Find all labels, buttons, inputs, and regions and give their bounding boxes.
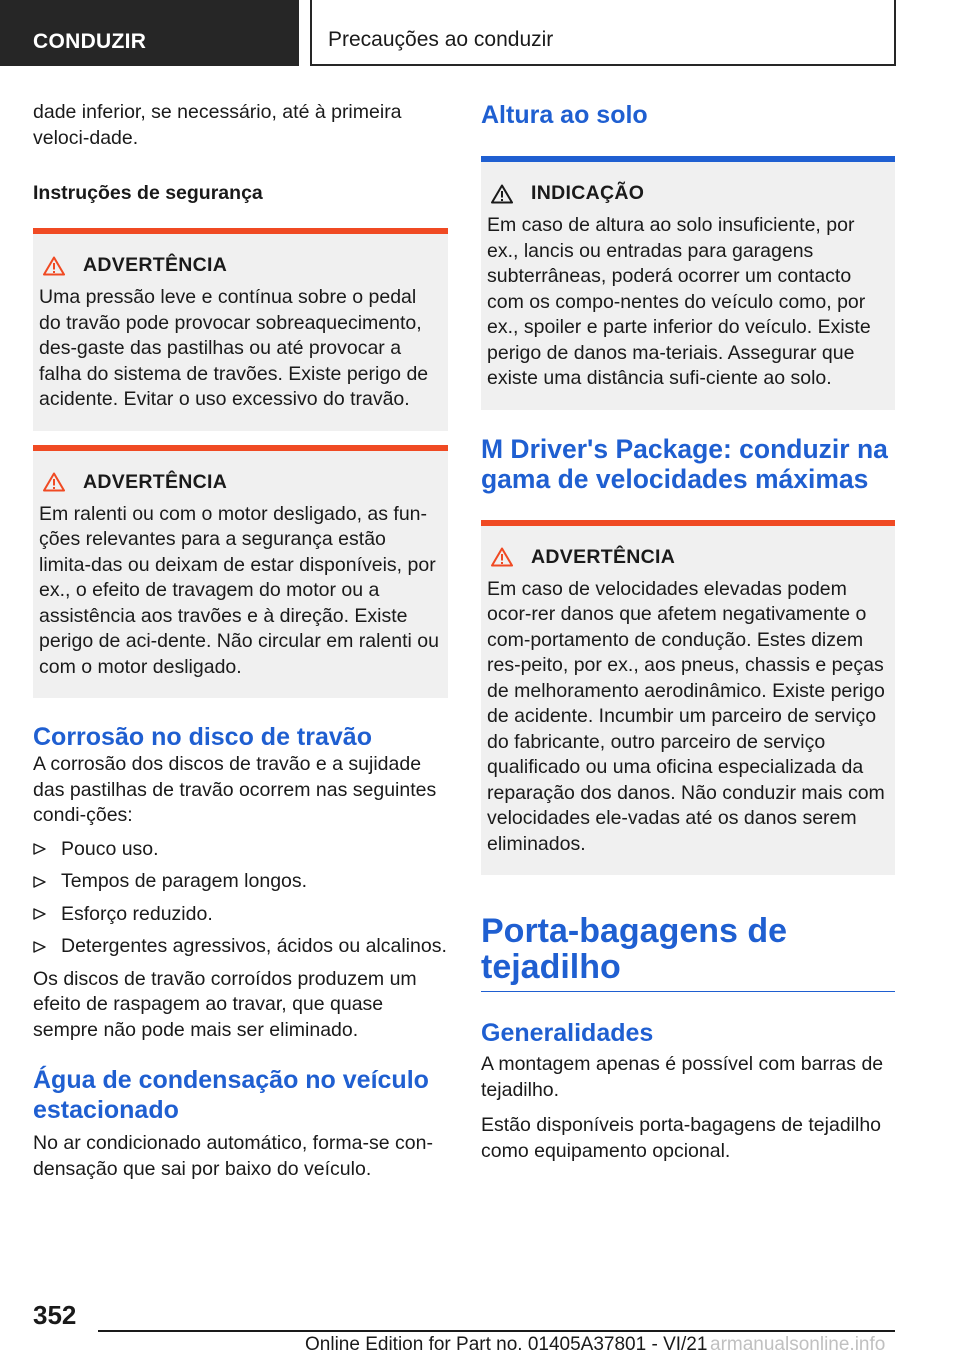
callout-header bbox=[487, 182, 889, 205]
footer-edition: Online Edition for Part no. 01405A37801 - VI/21 bbox=[305, 1334, 708, 1355]
m-driver-heading: M Driver's Package: conduzir na gama de velocidades máximas bbox=[481, 433, 888, 494]
warning-triangle-icon bbox=[491, 547, 513, 567]
roof-rack-chapter-heading: Porta-bagagens de tejadilho bbox=[481, 913, 895, 992]
warning-callout-idle bbox=[33, 445, 448, 699]
warning-callout-high-speed bbox=[481, 520, 895, 876]
list-item-text: Esforço reduzido. bbox=[61, 902, 213, 925]
list-item bbox=[33, 934, 448, 960]
page-number: 352 bbox=[33, 1300, 77, 1330]
generalities-heading: Generalidades bbox=[481, 1019, 654, 1047]
corrosion-heading: Corrosão no disco de travão bbox=[33, 723, 372, 751]
callout-title: ADVERTÊNCIA bbox=[531, 545, 676, 568]
ground-clearance-heading: Altura ao solo bbox=[481, 101, 648, 129]
warning-callout-brake-pressure bbox=[33, 228, 448, 431]
list-item-text: Pouco uso. bbox=[61, 837, 159, 860]
roof-text-1: A montagem apenas é possível com barras de tejadilho. bbox=[481, 1053, 884, 1101]
list-item bbox=[33, 902, 448, 928]
footer-divider bbox=[98, 1330, 895, 1332]
left-column bbox=[33, 100, 448, 1192]
triangle-bullet-icon bbox=[33, 876, 46, 888]
callout-header bbox=[487, 546, 889, 569]
list-item bbox=[33, 869, 448, 895]
triangle-bullet-icon bbox=[33, 843, 46, 855]
footer-watermark: armanualsonline.info bbox=[710, 1334, 886, 1355]
section-header bbox=[310, 0, 896, 66]
callout-header bbox=[39, 471, 442, 494]
roof-text-2: Estão disponíveis porta-bagagens de tejadilho como equipamento opcional. bbox=[481, 1114, 882, 1162]
list-item-text: Tempos de paragem longos. bbox=[61, 870, 308, 892]
list-item bbox=[33, 837, 448, 863]
condensation-text: No ar condicionado automático, forma-se con-densação que sai por baixo do veículo. bbox=[33, 1132, 433, 1180]
right-column bbox=[481, 100, 895, 1174]
triangle-bullet-icon bbox=[33, 908, 46, 920]
section-title: Precauções ao conduzir bbox=[328, 28, 554, 51]
warning-triangle-icon bbox=[491, 184, 513, 204]
callout-title: ADVERTÊNCIA bbox=[83, 254, 228, 276]
callout-text: Uma pressão leve e contínua sobre o pedal do travão pode provocar sobreaquecimento, des-gaste das pastilhas ou até provocar a falha do sistema de travões. Existe perigo de acidente. Evitar o uso excessivo do travão. bbox=[39, 286, 429, 410]
intro-paragraph: dade inferior, se necessário, até à primeira veloci-dade. bbox=[33, 101, 402, 149]
callout-text: Em caso de velocidades elevadas podem ocor-rer danos que afetem negativamente o com-portamento de condução. Estes dizem res-peito, por ex., aos pneus, chassis e peças de melhoramento aerodinâmico. Existe perigo de acidente. Incumbir um parceiro de serviço do fabricante, outro parceiro de serviço qualificado ou uma oficina especializada da reparação dos danos. Não conduzir mais com velocidades ele-vadas até os danos serem eliminados. bbox=[487, 577, 885, 855]
corrosion-outro: Os discos de travão corroídos produzem um efeito de raspagem ao travar, que quase sempre não pode mais ser eliminado. bbox=[33, 967, 417, 1041]
triangle-bullet-icon bbox=[33, 941, 46, 953]
callout-title: INDICAÇÃO bbox=[531, 182, 645, 204]
note-callout-ground-clearance bbox=[481, 156, 895, 410]
condensation-heading: Água de condensação no veículo estacionado bbox=[33, 1066, 429, 1124]
safety-heading: Instruções de segurança bbox=[33, 182, 263, 204]
list-item-text: Detergentes agressivos, ácidos ou alcalinos. bbox=[61, 935, 447, 957]
callout-title: ADVERTÊNCIA bbox=[83, 470, 228, 493]
warning-triangle-icon bbox=[43, 256, 65, 276]
chapter-tab bbox=[0, 0, 299, 66]
warning-triangle-icon bbox=[43, 472, 65, 492]
corrosion-conditions-list bbox=[33, 837, 448, 960]
corrosion-intro: A corrosão dos discos de travão e a sujidade das pastilhas de travão ocorrem nas seguintes condi-ções: bbox=[33, 753, 437, 826]
callout-text: Em ralenti ou com o motor desligado, as fun-ções relevantes para a segurança estão limita-das ou deixam de estar disponíveis, por ex., o efeito de travagem do motor ou a assistência aos travões e à direção. Existe perigo de aci-dente. Não circular em ralenti ou com o motor desligado. bbox=[39, 502, 439, 678]
callout-text: Em caso de altura ao solo insuficiente, por ex., lancis ou entradas para garagens subterrâneas, poderá ocorrer um contacto com os compo-nentes do veículo como, por ex., spoiler e parte inferior do veículo. Existe perigo de danos ma-teriais. Assegurar que existe uma distância sufi-ciente ao solo. bbox=[487, 214, 871, 389]
chapter-title: CONDUZIR bbox=[33, 30, 147, 53]
callout-header bbox=[39, 254, 442, 277]
